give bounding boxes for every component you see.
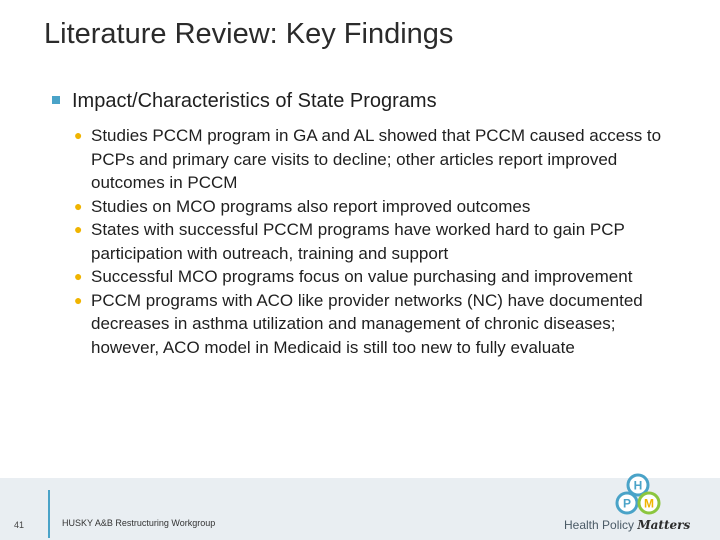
sub-bullet-text: Successful MCO programs focus on value purchasing and improvement bbox=[91, 267, 633, 286]
footer-text: HUSKY A&B Restructuring Workgroup bbox=[62, 518, 216, 528]
round-bullet-icon: ● bbox=[74, 291, 83, 308]
page-number: 41 bbox=[14, 520, 25, 530]
sub-bullet-item bbox=[74, 289, 684, 360]
round-bullet-icon: ● bbox=[74, 197, 83, 214]
footer-divider bbox=[48, 490, 50, 538]
sub-bullet-text: States with successful PCCM programs have worked hard to gain PCP participation with outreach, training and support bbox=[91, 220, 625, 263]
logo-letter-m: M bbox=[644, 496, 654, 511]
logo-brand-matters: Matters bbox=[637, 518, 691, 532]
logo-wordmark bbox=[564, 518, 690, 532]
round-bullet-icon: ● bbox=[74, 221, 83, 237]
sub-bullet-item bbox=[74, 218, 684, 265]
sub-bullet-item bbox=[74, 265, 684, 289]
main-bullet-text: Impact/Characteristics of State Programs bbox=[72, 90, 437, 112]
sub-bullet-text: Studies on MCO programs also report improved outcomes bbox=[91, 196, 531, 216]
sub-bullet-text: Studies PCCM program in GA and AL showed that PCCM caused access to PCPs and primary care visits to decline; other articles report improved outcomes in PCCM bbox=[91, 126, 662, 192]
logo-letter-p: P bbox=[622, 496, 632, 511]
round-bullet-icon: ● bbox=[74, 268, 83, 284]
sub-bullet-item bbox=[74, 195, 684, 219]
sub-bullet-list bbox=[74, 124, 684, 359]
slide-title: Literature Review: Key Findings bbox=[44, 18, 454, 50]
sub-bullet-text: PCCM programs with ACO like provider networks (NC) have documented decreases in asthma utilization and management of chronic diseases; however, ACO model in Medicaid is still too new to fully evaluate bbox=[91, 290, 643, 357]
square-bullet-icon bbox=[52, 96, 60, 104]
logo-letter-h: H bbox=[633, 478, 643, 493]
sub-bullet-item bbox=[74, 124, 684, 195]
footer bbox=[0, 478, 720, 540]
logo-brand-health-policy: Health Policy bbox=[564, 518, 635, 532]
round-bullet-icon: ● bbox=[74, 127, 83, 143]
main-bullet bbox=[52, 90, 692, 113]
